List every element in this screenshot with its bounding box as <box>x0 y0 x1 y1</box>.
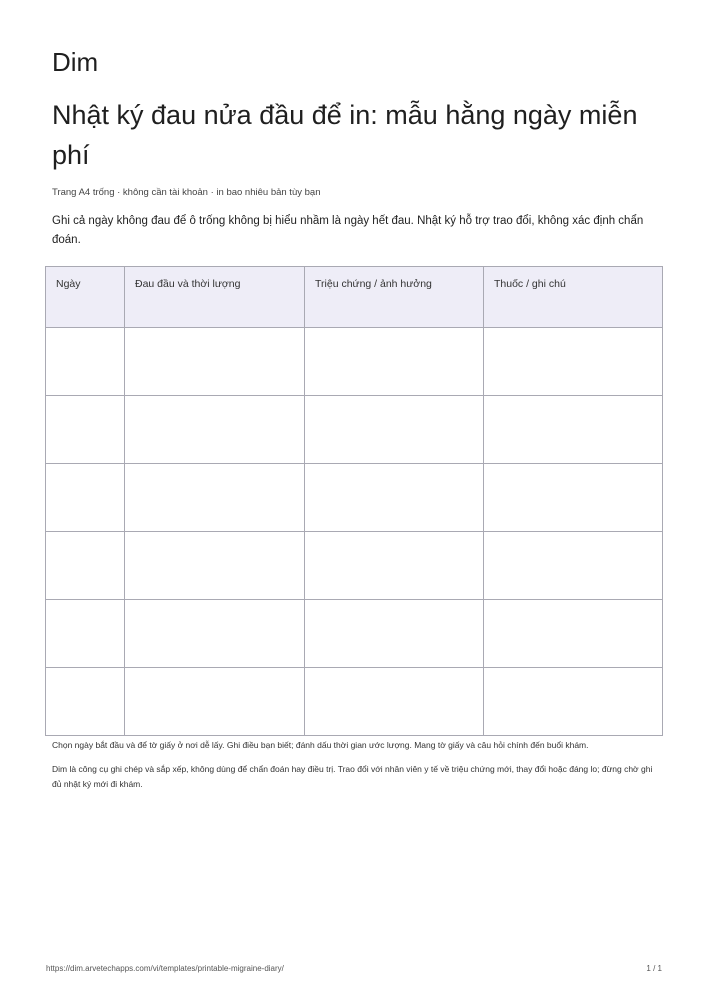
column-header-medication-notes: Thuốc / ghi chú <box>484 267 663 328</box>
table-cell <box>305 668 484 736</box>
table-cell <box>125 464 305 532</box>
instructions-note: Chọn ngày bắt đầu và để tờ giấy ở nơi dễ lấy. Ghi điều bạn biết; đánh dấu thời gian ước lượng. Mang tờ giấy và câu hỏi chính đến buổi khám. <box>52 740 589 750</box>
page-title: Nhật ký đau nửa đầu để in: mẫu hằng ngày miễn phí <box>52 100 638 170</box>
page-subtitle: Trang A4 trống · không cần tài khoản · in bao nhiêu bản tùy bạn <box>52 187 321 198</box>
table-cell <box>125 600 305 668</box>
table-cell <box>305 464 484 532</box>
brand-name: Dim <box>52 47 99 77</box>
table-cell <box>305 600 484 668</box>
table-cell <box>125 532 305 600</box>
table-row <box>46 328 663 396</box>
table-cell <box>484 668 663 736</box>
table-row <box>46 396 663 464</box>
table-cell <box>46 396 125 464</box>
table-cell <box>46 464 125 532</box>
table-cell <box>46 328 125 396</box>
footer-url: https://dim.arvetechapps.com/vi/templates/printable-migraine-diary/ <box>46 964 284 973</box>
table-cell <box>484 464 663 532</box>
table-cell <box>46 600 125 668</box>
table-cell <box>305 396 484 464</box>
table-cell <box>125 328 305 396</box>
diary-table <box>45 266 663 736</box>
table-cell <box>484 396 663 464</box>
table-cell <box>484 600 663 668</box>
table-row <box>46 532 663 600</box>
table-cell <box>305 532 484 600</box>
intro-text: Ghi cả ngày không đau để ô trống không bị hiểu nhầm là ngày hết đau. Nhật ký hỗ trợ trao đổi, không xác định chẩn đoán. <box>52 215 644 246</box>
footer-page-number: 1 / 1 <box>646 964 662 973</box>
column-header-headache-duration: Đau đầu và thời lượng <box>125 267 305 328</box>
column-header-date: Ngày <box>46 267 125 328</box>
table-row <box>46 668 663 736</box>
table-header-row <box>46 267 663 328</box>
table-cell <box>46 532 125 600</box>
table-row <box>46 600 663 668</box>
table-cell <box>484 328 663 396</box>
column-header-symptoms-impact: Triệu chứng / ảnh hưởng <box>305 267 484 328</box>
table-cell <box>46 668 125 736</box>
table-row <box>46 464 663 532</box>
table-cell <box>125 668 305 736</box>
table-cell <box>484 532 663 600</box>
table-cell <box>305 328 484 396</box>
table-cell <box>125 396 305 464</box>
disclaimer-note: Dim là công cụ ghi chép và sắp xếp, không dùng để chẩn đoán hay điều trị. Trao đổi với nhân viên y tế về triệu chứng mới, thay đổi hoặc đáng lo; đừng chờ ghi đủ nhật ký mới đi khám. <box>52 764 653 789</box>
